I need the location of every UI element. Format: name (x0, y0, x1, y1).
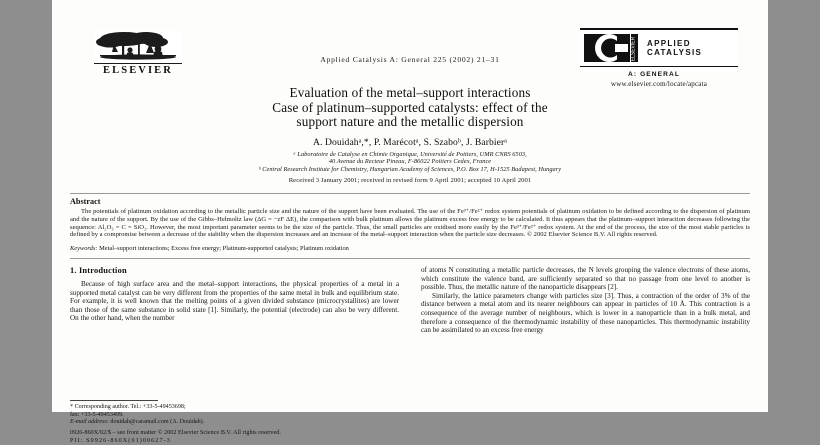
body-columns (70, 266, 750, 426)
intro-paragraph-right-2: Similarly, the lattice parameters change with particles size [3]. Thus, a contraction of the order of 3% of the distance between a metal atom and its nearer neighbours can appear in particles of 10 Å. This contraction is a consequence of the average number of neighbours, which is lower in a nanoparticle than in a bulk metal, and therefore a consequence of the thermodynamic instability of these nanoparticles. This thermodynamic instability can be assimilated to an excess free energy (421, 291, 750, 335)
footnote-block (70, 400, 399, 426)
footnote-rule (70, 400, 158, 401)
received-dates: Received 3 January 2001; received in revised form 9 April 2001; accepted 10 April 2001 (288, 177, 532, 185)
affiliation-a (92, 151, 728, 174)
affiliation-b: ᵇ Central Research Institute for Chemistry, Hungarian Academy of Sciences, P.O. Box 17, H-1525 Budapest, Hungary (258, 165, 562, 173)
svg-text:ELSEVIER: ELSEVIER (630, 36, 637, 62)
journal-url[interactable]: www.elsevier.com/locate/apcata (610, 80, 708, 88)
footnote-corresponding-author: * Corresponding author. Tel.: +33-5-49453698; (70, 404, 186, 411)
intro-paragraph-right-1: of atoms N constituting a metallic particle decreases, the N levels grouping the valence electrons of these atoms, which constitute the valence band, are sufficiently separated so that no passage from one level to another is possible. Thus, the metallic nature of the nanoparticle disappears [2]. (421, 266, 750, 292)
copyright-line: 0926-860X/02/$ – see front matter © 2002 Elsevier Science B.V. All rights reserved. (70, 430, 281, 437)
footer-meta (70, 426, 750, 445)
keywords-line (70, 245, 750, 253)
footnote-fax: fax: +33-5-49453499. (70, 411, 124, 418)
affiliation-a-line2: 40 Avenue du Recteur Pineau, F-86022 Poitiers Cedex, France (328, 158, 492, 166)
elsevier-logo (94, 30, 182, 77)
letter-c-mark-icon (580, 30, 642, 66)
page-margin-left (0, 0, 52, 412)
keywords-label: Keywords: (70, 245, 98, 253)
title-line-2: Case of platinum–supported catalysts: effect of the (272, 99, 548, 115)
section-heading-introduction: 1. Introduction (70, 266, 127, 276)
author-list: A. Douidahᵃ,*, P. Marécotᵃ, S. Szaboᵇ, J. Barbierᵃ (312, 136, 508, 148)
abstract-heading: Abstract (70, 197, 101, 207)
column-right (421, 266, 750, 426)
masthead (64, 0, 756, 88)
affiliation-a-line1: ᵃ Laboratoire de Catalyse en Chimie Organique, Université de Poitiers, UMR CNRS 6503, (293, 150, 527, 158)
footnote-email (70, 419, 399, 426)
applied-catalysis-title: APPLIED CATALYSIS (647, 39, 703, 57)
page-title (92, 86, 728, 130)
column-left (70, 266, 399, 426)
intro-paragraph-left: Because of high surface area and the metal–support interactions, the physical properties of a metal in a supported metal catalyst can be very different from the properties of the same metal in bulk and equilibrium state. For example, it is well known that the melting points of a given divided substance (microcrystallites) are lower than those of the same substance in solid state [1]. Similarly, the potential (electrode) can also be very different. On the other hand, when the number (70, 280, 399, 323)
applied-catalysis-subtitle: A: GENERAL (627, 71, 681, 78)
journal-header-line: Applied Catalysis A: General 225 (2002) 21–31 (320, 55, 500, 64)
footnote-email-value[interactable]: douidah@caramail.com (A. Douidah). (110, 418, 205, 425)
applied-catalysis-logo[interactable] (580, 28, 738, 88)
title-line-3: support nature and the metallic dispersion (296, 114, 524, 129)
pii-line: PII: S0926-860X(01)00627-3 (70, 437, 171, 444)
title-line-1: Evaluation of the metal–support interactions (289, 85, 531, 100)
abstract-text: The potentials of platinum oxidation according to the metallic particle size and the nature of the support have been evaluated. The use of the Fe³⁺/Fe²⁺ redox system potentials of platinum oxidation to be defined according to the dispersion of platinum and the nature of the support. By the use of the Gibbs–Helmoltz law (ΔG = −zF ΔE), the comparison with bulk platinum allows the platinum excess free energy to be calculated. It thus appears that the platinum–support interaction decreases following the sequence: Al₂O₃ = C = SiO₂. However, the most important parameter seems to be the size of the particle. Thus, the small particles are oxidised more easily by the Fe³⁺/Fe²⁺ redox system. At the end of the process, the size of the most stable particles is defined by a compromise between a decrease of the stability when the dispersion increases and an increase of the metal–support interaction when the particle size decreases. © 2002 Elsevier Science B.V. All rights reserved. (70, 208, 750, 239)
elsevier-wordmark: ELSEVIER (103, 65, 173, 76)
abstract-section (70, 193, 750, 259)
abstract-top-rule (70, 193, 750, 194)
page-margin-right (768, 0, 820, 412)
article-page (52, 0, 768, 444)
keywords-text: Metal–support interactions; Excess free energy; Platinum-supported catalysts; Platinum oxidation (99, 245, 349, 253)
footnote-email-label: E-mail address: (70, 418, 109, 425)
abstract-bottom-rule (70, 258, 750, 259)
